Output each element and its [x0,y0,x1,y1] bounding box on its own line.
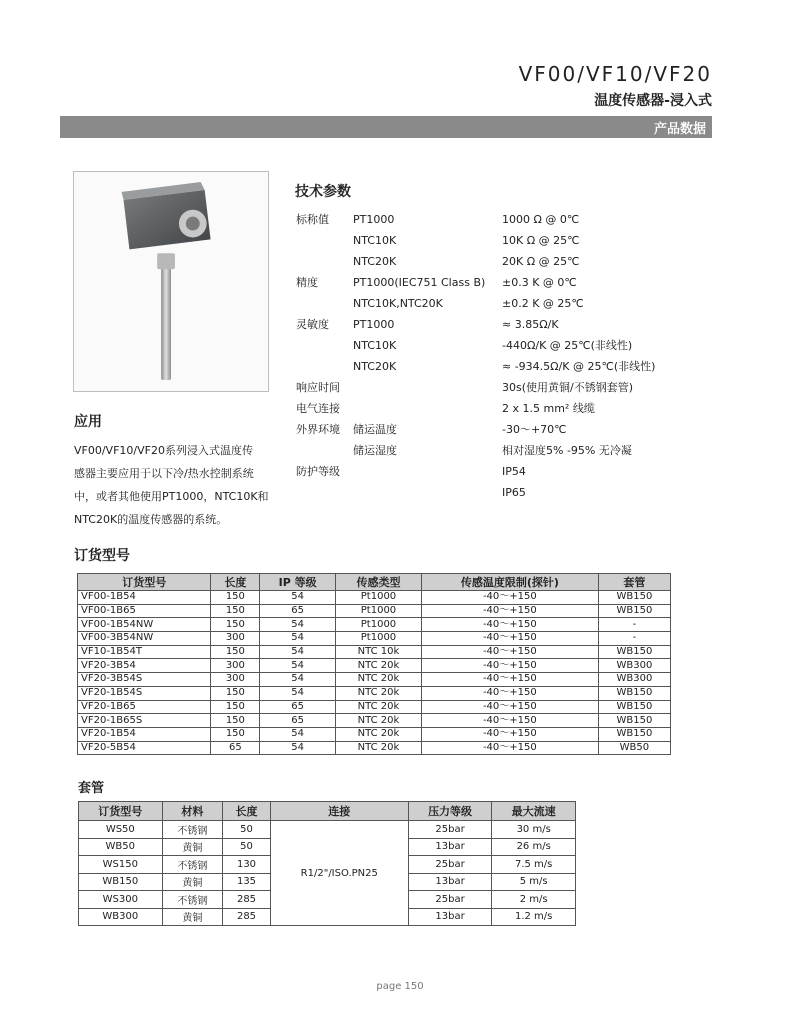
table-row [78,673,671,687]
spec-label: 灵敏度 [296,318,329,331]
spec-label: 防护等级 [296,465,340,478]
spec-value: -30～+70℃ [502,423,567,436]
spec-row [296,461,716,482]
table-cell: 54 [260,727,336,741]
spec-row [296,440,716,461]
table-cell: 150 [211,714,260,728]
order-table [77,573,671,755]
table-cell: 黄铜 [162,873,223,891]
table-cell: 130 [223,856,271,874]
spec-row [296,356,716,377]
specs-heading: 技术参数 [295,184,351,200]
column-header: 长度 [223,802,271,821]
table-cell: WB300 [79,908,163,926]
column-header: 订货型号 [79,802,163,821]
order-table-header [78,574,671,591]
table-cell: 150 [211,727,260,741]
spec-value: ≈ -934.5Ω/K @ 25℃(非线性) [502,360,656,373]
application-line: VF00/VF10/VF20系列浸入式温度传 [74,444,253,457]
table-cell: 300 [211,659,260,673]
sleeve-heading: 套管 [78,781,105,796]
table-row [79,821,576,839]
table-cell: 26 m/s [492,838,576,856]
table-row [78,686,671,700]
spec-value: 10K Ω @ 25℃ [502,234,580,247]
product-subtitle: 温度传感器-浸入式 [594,93,712,109]
table-cell: NTC 20k [336,727,422,741]
table-cell: 54 [260,686,336,700]
order-heading: 订货型号 [74,548,130,564]
spec-item: 储运温度 [353,423,397,436]
table-cell: WS300 [79,891,163,909]
table-cell: -40～+150 [421,727,598,741]
table-cell: Pt1000 [336,632,422,646]
table-cell: VF00-1B54NW [78,618,211,632]
sleeve-table [78,801,576,926]
table-row [78,659,671,673]
spec-item: NTC20K [353,255,397,268]
table-cell: WB150 [598,700,670,714]
table-cell: 54 [260,659,336,673]
spec-item: PT1000 [353,213,395,226]
table-cell: - [598,632,670,646]
page-number: page 150 [376,981,424,992]
product-title: VF00/VF10/VF20 [518,62,712,86]
table-cell: 不锈钢 [162,821,223,839]
table-cell: 黄铜 [162,838,223,856]
table-cell: 150 [211,591,260,605]
table-cell: 50 [223,838,271,856]
table-row [78,714,671,728]
table-cell: Pt1000 [336,618,422,632]
spec-label: 外界环境 [296,423,340,436]
table-cell: VF20-5B54 [78,741,211,755]
application-line: 中，或者其他使用PT1000，NTC10K和 [74,490,269,503]
spec-item: NTC10K [353,234,397,247]
table-cell: 13bar [408,838,492,856]
application-line: NTC20K的温度传感器的系统。 [74,513,228,526]
spec-item: NTC10K [353,339,397,352]
table-cell: 150 [211,700,260,714]
table-cell: -40～+150 [421,632,598,646]
table-row [78,604,671,618]
table-cell: 135 [223,873,271,891]
table-cell: 13bar [408,873,492,891]
spec-label: 标称值 [296,213,329,226]
table-cell: -40～+150 [421,714,598,728]
table-cell: NTC 20k [336,741,422,755]
specs-list [296,209,716,503]
table-cell: 25bar [408,891,492,909]
table-cell: WB150 [598,645,670,659]
table-cell: 5 m/s [492,873,576,891]
table-cell: 25bar [408,856,492,874]
table-cell: -40～+150 [421,700,598,714]
table-cell: VF20-1B54S [78,686,211,700]
table-cell: 30 m/s [492,821,576,839]
spec-row [296,293,716,314]
table-cell: 150 [211,618,260,632]
column-header: 套管 [598,574,670,591]
column-header: 连接 [270,802,408,821]
table-cell: VF20-1B65S [78,714,211,728]
table-cell: 300 [211,673,260,687]
table-cell: 150 [211,604,260,618]
table-cell: WB150 [598,604,670,618]
table-row [78,632,671,646]
table-cell: 50 [223,821,271,839]
table-cell: 54 [260,591,336,605]
spec-value: -440Ω/K @ 25℃(非线性) [502,339,633,352]
table-cell: -40～+150 [421,686,598,700]
spec-item: NTC10K,NTC20K [353,297,443,310]
connection-cell: R1/2"/ISO.PN25 [270,821,408,926]
spec-value: 相对湿度5% -95% 无冷凝 [502,444,632,457]
table-cell: 54 [260,673,336,687]
table-cell: 7.5 m/s [492,856,576,874]
spec-row [296,419,716,440]
table-cell: -40～+150 [421,673,598,687]
table-cell: NTC 20k [336,659,422,673]
section-banner [60,116,712,138]
table-cell: 300 [211,632,260,646]
table-cell: WB300 [598,659,670,673]
table-cell: VF00-1B54 [78,591,211,605]
table-cell: 2 m/s [492,891,576,909]
spec-value: 30s(使用黄铜/不锈钢套管) [502,381,634,394]
spec-row [296,230,716,251]
table-cell: 13bar [408,908,492,926]
column-header: 最大流速 [492,802,576,821]
table-cell: -40～+150 [421,604,598,618]
table-cell: WS50 [79,821,163,839]
table-cell: VF00-3B54NW [78,632,211,646]
table-cell: 285 [223,908,271,926]
table-cell: VF20-1B65 [78,700,211,714]
product-photo [73,171,269,392]
table-cell: 54 [260,618,336,632]
spec-row [296,482,716,503]
table-cell: 54 [260,632,336,646]
spec-row [296,251,716,272]
spec-value: IP65 [502,486,526,499]
table-row [78,700,671,714]
table-cell: VF20-1B54 [78,727,211,741]
table-cell: NTC 10k [336,645,422,659]
spec-value: IP54 [502,465,526,478]
column-header: IP 等级 [260,574,336,591]
table-cell: WB50 [79,838,163,856]
column-header: 压力等级 [408,802,492,821]
table-cell: VF20-3B54 [78,659,211,673]
table-cell: WB300 [598,673,670,687]
spec-value: 1000 Ω @ 0℃ [502,213,580,226]
table-row [78,727,671,741]
spec-row [296,209,716,230]
table-cell: Pt1000 [336,591,422,605]
table-cell: - [598,618,670,632]
spec-value: ±0.2 K @ 25℃ [502,297,584,310]
table-cell: -40～+150 [421,645,598,659]
spec-row [296,314,716,335]
table-cell: -40～+150 [421,591,598,605]
table-cell: 65 [260,604,336,618]
spec-item: NTC20K [353,360,397,373]
application-line: 感器主要应用于以下冷/热水控制系统 [74,467,254,480]
application-text [74,439,279,531]
column-header: 长度 [211,574,260,591]
table-cell: 1.2 m/s [492,908,576,926]
spec-item: PT1000(IEC751 Class B) [353,276,486,289]
column-header: 材料 [162,802,223,821]
table-cell: 285 [223,891,271,909]
table-cell: VF00-1B65 [78,604,211,618]
spec-row [296,272,716,293]
spec-row [296,398,716,419]
table-cell: WB150 [598,686,670,700]
spec-value: 20K Ω @ 25℃ [502,255,580,268]
sleeve-table-header [79,802,576,821]
table-cell: WB150 [598,591,670,605]
spec-value: ±0.3 K @ 0℃ [502,276,577,289]
column-header: 订货型号 [78,574,211,591]
table-cell: NTC 20k [336,686,422,700]
sensor-illustration [74,172,268,391]
application-heading: 应用 [74,414,102,430]
spec-value: ≈ 3.85Ω/K [502,318,559,331]
table-cell: 不锈钢 [162,891,223,909]
spec-value: 2 x 1.5 mm² 线缆 [502,402,595,415]
spec-item: PT1000 [353,318,395,331]
column-header: 传感类型 [336,574,422,591]
column-header: 传感温度限制(探针) [421,574,598,591]
table-cell: Pt1000 [336,604,422,618]
table-cell: NTC 20k [336,714,422,728]
table-cell: -40～+150 [421,618,598,632]
table-cell: 65 [260,700,336,714]
table-cell: WB150 [598,727,670,741]
table-cell: 150 [211,645,260,659]
spec-item: 储运湿度 [353,444,397,457]
banner-label: 产品数据 [653,122,706,137]
table-row [78,618,671,632]
table-cell: NTC 20k [336,700,422,714]
table-cell: WB150 [79,873,163,891]
spec-label: 精度 [296,276,318,289]
table-cell: 不锈钢 [162,856,223,874]
table-cell: 150 [211,686,260,700]
table-cell: 54 [260,645,336,659]
spec-label: 电气连接 [296,402,340,415]
table-row [78,645,671,659]
table-cell: VF10-1B54T [78,645,211,659]
table-cell: 65 [211,741,260,755]
table-cell: -40～+150 [421,659,598,673]
table-cell: NTC 20k [336,673,422,687]
table-cell: WS150 [79,856,163,874]
spec-row [296,377,716,398]
table-cell: 65 [260,714,336,728]
spec-label: 响应时间 [296,381,340,394]
table-row [78,591,671,605]
table-cell: 黄铜 [162,908,223,926]
table-cell: WB150 [598,714,670,728]
table-cell: WB50 [598,741,670,755]
table-cell: -40～+150 [421,741,598,755]
table-cell: 54 [260,741,336,755]
spec-row [296,335,716,356]
table-cell: VF20-3B54S [78,673,211,687]
table-row [78,741,671,755]
table-cell: 25bar [408,821,492,839]
